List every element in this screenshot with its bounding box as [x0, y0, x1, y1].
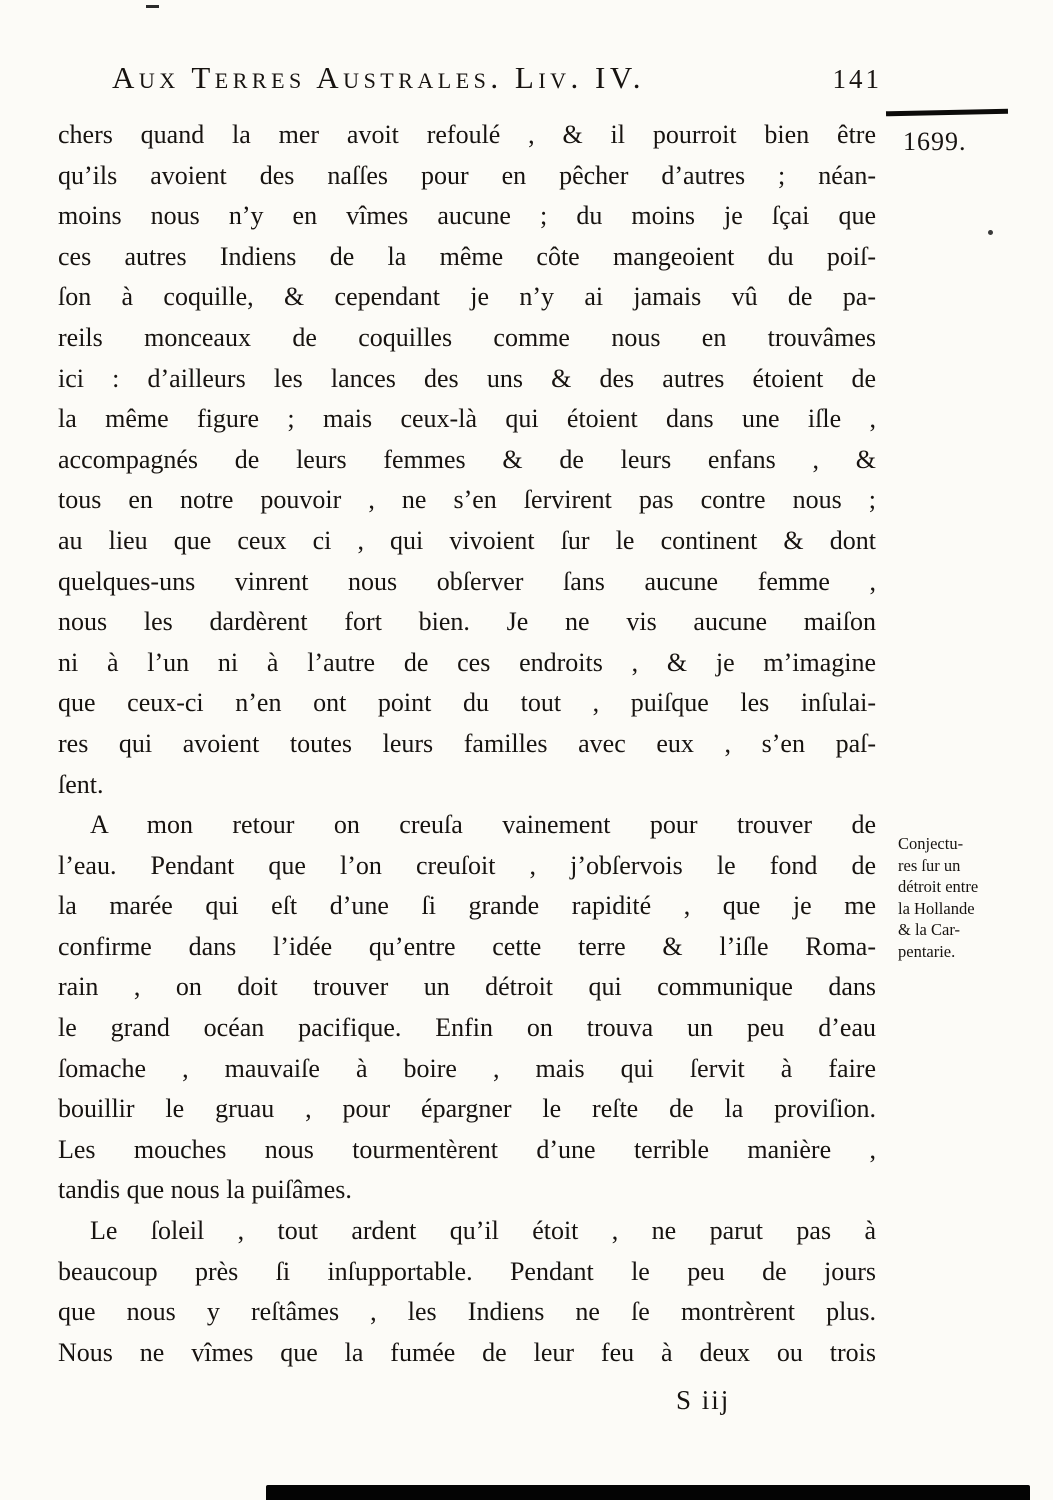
- side-note-line: la Hollande: [898, 898, 975, 918]
- text-line: ni à l’un ni à l’autre de ces endroits , & je m’imagine: [58, 647, 876, 677]
- text-line: reils monceaux de coquilles comme nous en trouvâmes: [58, 322, 876, 352]
- text-line: ſon à coquille, & cependant je n’y ai jamais vû de pa-: [58, 282, 876, 312]
- scan-artifact-dot: [988, 230, 993, 235]
- side-note-line: pentarie.: [898, 941, 956, 961]
- text-line: nous les dardèrent fort bien. Je ne vis aucune maiſon: [58, 607, 876, 637]
- side-note-line: détroit entre: [898, 877, 979, 896]
- side-note-line: Conjectu-: [898, 834, 964, 853]
- text-line: l’eau. Pendant que l’on creuſoit , j’obſervois le fond de: [58, 850, 876, 880]
- text-line: chers quand la mer avoit refoulé , & il pourroit bien être: [58, 120, 876, 149]
- text-line: bouillir le gruau , pour épargner le reſte de la proviſion.: [58, 1094, 876, 1124]
- text-line: ici : d’ailleurs les lances des uns & des autres étoient de: [58, 363, 876, 393]
- text-line: confirme dans l’idée qu’entre cette terre & l’iſle Roma-: [58, 931, 876, 961]
- margin-rule: [886, 109, 1008, 117]
- body-text: [58, 115, 876, 1373]
- text-line: beaucoup près ſi inſupportable. Pendant le peu de jours: [58, 1256, 876, 1286]
- running-title: Aux Terres Australes. Liv. IV.: [112, 60, 646, 95]
- text-line: que ceux-ci n’en ont point du tout , puiſque les inſulai-: [58, 688, 876, 718]
- running-header: [112, 60, 882, 96]
- side-note-line: res ſur un: [898, 855, 961, 875]
- text-line: ſent.: [58, 769, 104, 799]
- text-line: accompagnés de leurs femmes & de leurs enfans , &: [58, 444, 876, 474]
- scan-bottom-edge: [266, 1485, 1030, 1500]
- text-line: Nous ne vîmes que la fumée de leur feu à deux ou trois: [58, 1337, 876, 1367]
- text-line: qu’ils avoient des naſſes pour en pêcher d’autres ; néan-: [58, 160, 876, 190]
- text-line: tandis que nous la puiſâmes.: [58, 1175, 352, 1205]
- text-line: Les mouches nous tourmentèrent d’une terrible manière ,: [58, 1134, 876, 1164]
- page-number: 141: [832, 64, 882, 94]
- text-line: au lieu que ceux ci , qui vivoient ſur le continent & dont: [58, 525, 876, 555]
- text-line: que nous y reſtâmes , les Indiens ne ſe montrèrent plus.: [58, 1297, 876, 1327]
- text-line: rain , on doit trouver un détroit qui communique dans: [58, 972, 876, 1002]
- text-line: la marée qui eſt d’une ſi grande rapidité , que je me: [58, 891, 876, 921]
- text-line: A mon retour on creuſa vainement pour trouver de: [90, 810, 876, 840]
- text-line: quelques-uns vinrent nous obſerver ſans aucune femme ,: [58, 566, 876, 596]
- text-line: res qui avoient toutes leurs familles avec eux , s’en paſ-: [58, 728, 876, 758]
- text-line: ces autres Indiens de la même côte mangeoient du poiſ-: [58, 241, 876, 271]
- text-line: Le ſoleil , tout ardent qu’il étoit , ne parut pas à: [90, 1216, 876, 1246]
- side-note-line: & la Car-: [898, 920, 960, 939]
- text-line: ſomache , mauvaiſe à boire , mais qui ſervit à faire: [58, 1053, 876, 1083]
- text-line: moins nous n’y en vîmes aucune ; du moins je ſçai que: [58, 201, 876, 231]
- text-line: le grand océan pacifique. Enfin on trouva un peu d’eau: [58, 1013, 876, 1043]
- side-note: [898, 833, 1040, 962]
- text-line: tous en notre pouvoir , ne s’en ſervirent pas contre nous ;: [58, 485, 876, 515]
- text-line: la même figure ; mais ceux-là qui étoient dans une iſle ,: [58, 404, 876, 434]
- signature-mark: S iij: [676, 1385, 731, 1415]
- scan-artifact-dash: [146, 5, 159, 8]
- margin-year: 1699.: [903, 127, 967, 156]
